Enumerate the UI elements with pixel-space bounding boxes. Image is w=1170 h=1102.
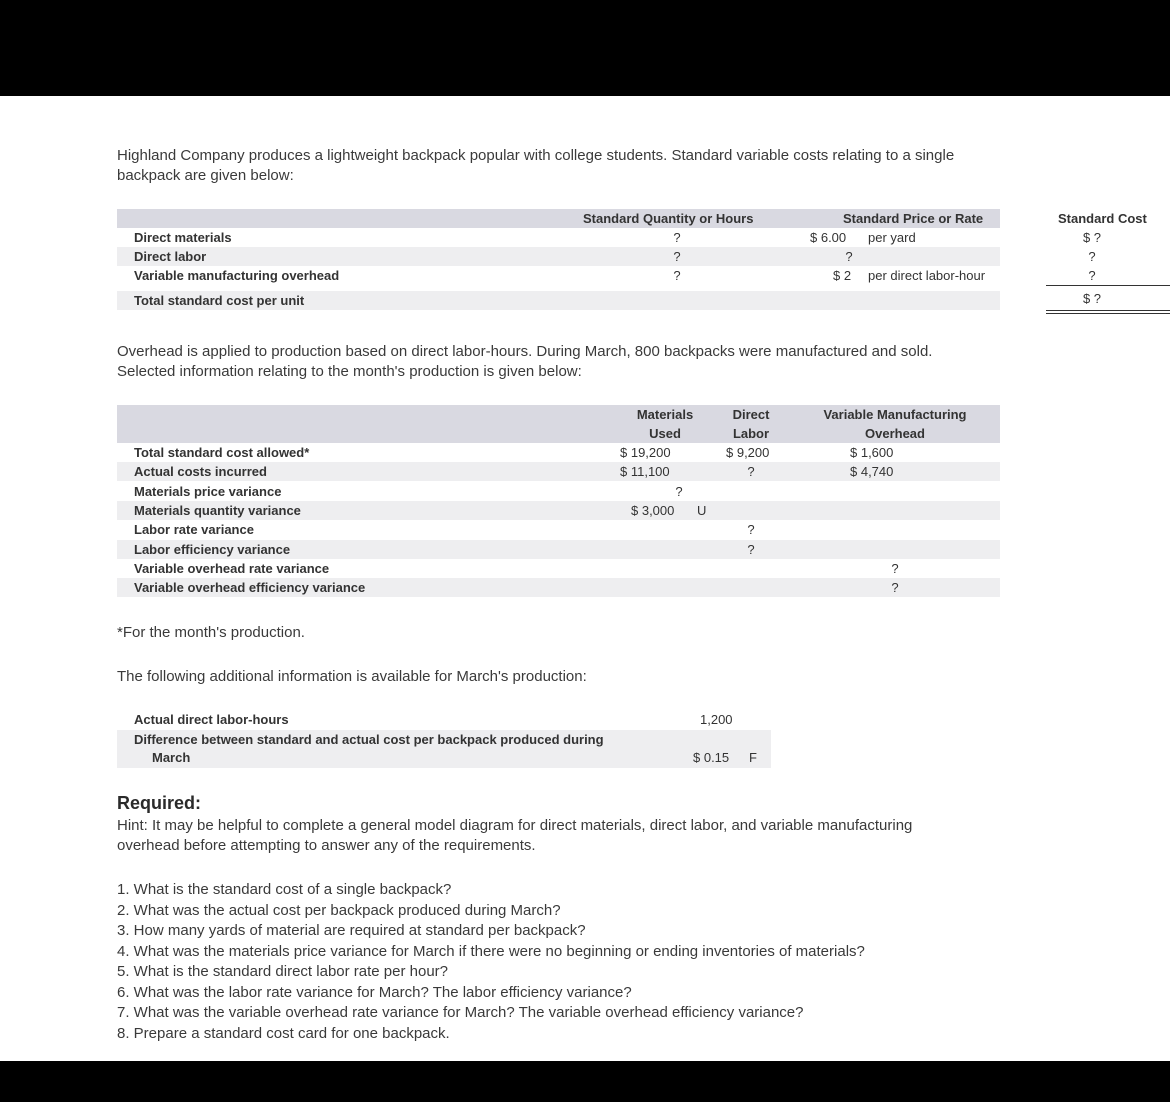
std-header-quantity: Standard Quantity or Hours	[583, 211, 754, 226]
var-row-label: Actual costs incurred	[134, 464, 267, 479]
var-row-overhead: ?	[891, 561, 899, 576]
required-title: Required:	[117, 793, 202, 813]
intro-paragraph: Highland Company produces a lightweight backpack popular with college students. Standard variable costs relating to a single backpack are given below:	[117, 147, 955, 184]
var-row-materials: $ 19,200	[620, 445, 671, 460]
var-header-labor-2: Labor	[732, 426, 770, 441]
questions-list	[117, 880, 865, 1044]
question-item: 5. What is the standard direct labor rate per hour?	[117, 963, 449, 980]
total-double-rule-top	[1046, 310, 1170, 311]
question-item: 6. What was the labor rate variance for March? The labor efficiency variance?	[117, 983, 632, 1001]
std-row-cost: $ ?	[1082, 230, 1102, 245]
std-total-cost: $ ?	[1082, 291, 1102, 306]
hint-paragraph: Hint: It may be helpful to complete a general model diagram for direct materials, direct labor, and variable manufacturing overhead before attempting to answer any of the requirements.	[117, 817, 913, 854]
var-row-label: Labor rate variance	[134, 522, 254, 537]
var-row-label: Total standard cost allowed*	[134, 445, 310, 460]
var-row-overhead: ?	[891, 580, 899, 595]
std-row-cost: ?	[1088, 268, 1096, 283]
var-header-materials-1: Materials	[636, 407, 694, 422]
var-row-label: Variable overhead rate variance	[134, 561, 330, 576]
question-item: 7. What was the variable overhead rate variance for March? The variable overhead efficiency variance?	[117, 1004, 804, 1021]
var-header-overhead-1: Variable Manufacturing	[823, 407, 967, 422]
var-row-materials-flag: U	[697, 503, 707, 518]
var-row-label: Labor efficiency variance	[134, 542, 291, 557]
bottom-black-bar	[0, 1061, 1170, 1102]
var-row-label: Materials quantity variance	[134, 503, 301, 518]
footnote: *For the month's production.	[117, 624, 305, 641]
std-header-price: Standard Price or Rate	[843, 211, 984, 226]
add-row-label-line-2: March	[152, 750, 191, 765]
add-row-value: $ 0.15	[693, 750, 730, 765]
std-row-label: Variable manufacturing overhead	[134, 268, 340, 283]
question-item: 8. Prepare a standard cost card for one backpack.	[117, 1024, 450, 1042]
add-row-label: Actual direct labor-hours	[134, 712, 289, 727]
add-row-flag: F	[749, 750, 757, 765]
overhead-paragraph: Overhead is applied to production based on direct labor-hours. During March, 800 backpacks were manufactured and sold. Selected information relating to the month's production is given below:	[117, 343, 933, 380]
add-row-label-line-1: Difference between standard and actual cost per backpack produced during	[134, 732, 604, 747]
top-black-bar	[0, 0, 1170, 96]
variance-table	[117, 405, 1000, 598]
std-row-price: $ 6.00	[810, 230, 847, 245]
additional-info-table	[117, 710, 771, 768]
std-row-price: ?	[845, 249, 853, 264]
var-row-overhead: $ 4,740	[850, 464, 894, 479]
var-row-materials: $ 3,000	[631, 503, 675, 518]
std-row-quantity: ?	[673, 230, 681, 245]
additional-info-paragraph: The following additional information is available for March's production:	[117, 668, 587, 685]
question-item: 3. How many yards of material are required at standard per backpack?	[117, 922, 586, 939]
subtotal-rule	[1046, 285, 1170, 286]
total-double-rule-bottom	[1046, 313, 1170, 314]
var-row-labor: ?	[747, 522, 755, 537]
std-row-quantity: ?	[673, 249, 681, 264]
var-row-materials: ?	[675, 484, 683, 499]
std-row-label: Direct labor	[134, 249, 207, 264]
standard-cost-table	[117, 209, 1170, 319]
var-row-labor: ?	[747, 542, 755, 557]
question-item: 4. What was the materials price variance for March if there were no beginning or ending inventories of materials?	[117, 942, 865, 960]
std-row-label: Direct materials	[134, 230, 232, 245]
std-row-quantity: ?	[673, 268, 681, 283]
var-row-label: Variable overhead efficiency variance	[134, 580, 366, 595]
var-row-materials: $ 11,100	[620, 464, 670, 479]
var-row-labor: ?	[747, 464, 755, 479]
var-row-labor: $ 9,200	[726, 445, 770, 460]
std-header-cost: Standard Cost	[1058, 211, 1147, 226]
var-header-materials-2: Used	[649, 426, 681, 441]
question-item: 2. What was the actual cost per backpack produced during March?	[117, 901, 561, 919]
var-row-overhead: $ 1,600	[850, 445, 894, 460]
std-row-cost: ?	[1088, 249, 1096, 264]
std-row-price-unit: per yard	[868, 230, 916, 245]
std-row-price-unit: per direct labor-hour	[868, 268, 986, 283]
question-item: 1. What is the standard cost of a single backpack?	[117, 881, 452, 898]
std-total-label: Total standard cost per unit	[134, 293, 305, 308]
add-row-value: 1,200	[700, 712, 733, 727]
var-header-labor-1: Direct	[732, 407, 770, 422]
var-row-label: Materials price variance	[134, 484, 282, 499]
var-header-overhead-2: Overhead	[865, 426, 925, 441]
std-row-price: $ 2	[833, 268, 852, 283]
